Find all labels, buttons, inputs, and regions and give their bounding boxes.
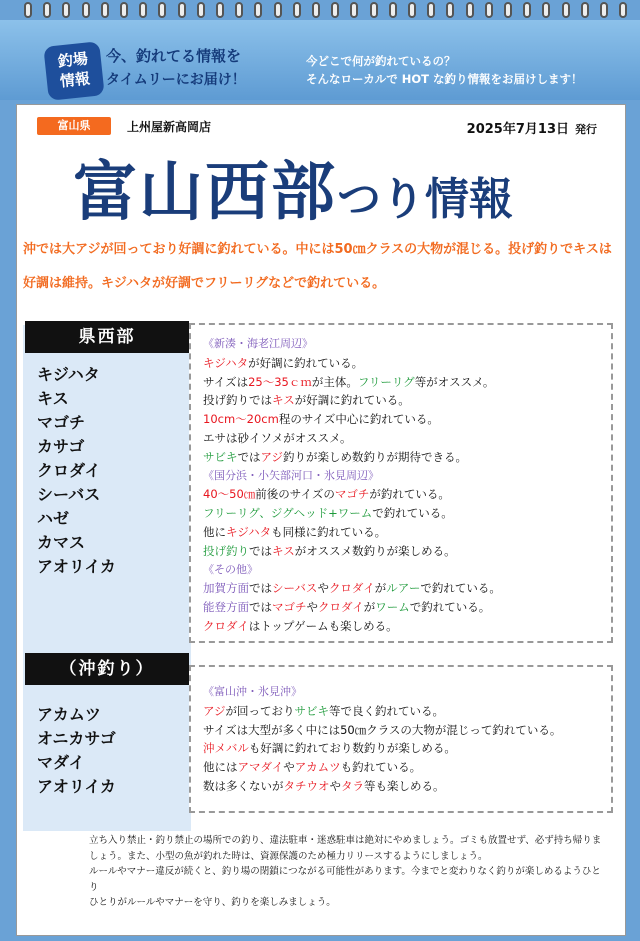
binding-ring [293, 2, 301, 18]
binding-ring [389, 2, 397, 18]
binding-ring [523, 2, 531, 18]
report-text: マゴチ [334, 487, 370, 502]
badge-line: 情報 [59, 69, 91, 91]
report-text: 等も楽しめる。 [364, 778, 445, 793]
report-text: 前後のサイズの [255, 487, 335, 502]
binding-ring [619, 2, 627, 18]
spiral-binding [0, 0, 640, 22]
binding-ring [485, 2, 493, 18]
report-text: 数は多くないが [203, 778, 284, 793]
badge-line: 釣場 [56, 49, 89, 71]
title-sub: つり情報 [337, 174, 513, 225]
binding-ring [542, 2, 550, 18]
report-text: 等で良く釣れている。 [329, 703, 445, 718]
report-text: が [363, 600, 376, 615]
binding-ring [62, 2, 70, 18]
binding-ring [370, 2, 378, 18]
area-heading [203, 335, 611, 354]
report-text: 《富山沖・氷見沖》 [203, 685, 302, 698]
report-text: や [317, 581, 329, 596]
binding-ring [274, 2, 282, 18]
fish-item: クロダイ [37, 461, 101, 480]
report-text: 能登方面 [203, 600, 249, 615]
fish-item: シーバス [37, 485, 101, 504]
report-line [203, 721, 611, 740]
report-line [203, 373, 611, 392]
report-text: マゴチ [272, 600, 307, 615]
report-text: ワーム [375, 600, 410, 615]
report-line [203, 504, 611, 523]
issue-date [467, 118, 597, 137]
report-text: も同様に釣れている。 [271, 524, 387, 539]
binding-ring [197, 2, 205, 18]
report-text: キジハタ [226, 524, 272, 539]
report-line [203, 758, 611, 777]
catchphrase-line-2: タイムリーにお届け！ [106, 72, 246, 88]
report-text: フリーリグ、ジグヘッド+ワーム [203, 506, 373, 521]
report-text: で釣れている。 [420, 581, 501, 596]
binding-ring [427, 2, 435, 18]
west-section-header: 県西部 [25, 321, 189, 353]
report-text: が釣れている。 [369, 487, 450, 502]
report-line [203, 579, 611, 598]
report-text: も好調に釣れており数釣りが楽しめる。 [248, 741, 456, 756]
report-text: では [249, 600, 272, 615]
report-text: 10cm～20cm [203, 412, 279, 427]
report-text: タチウオ [283, 778, 330, 793]
binding-ring [408, 2, 416, 18]
report-text: サイズは大型が多く中には50㎝クラスの大物が混じって釣れている。 [203, 722, 562, 737]
report-text: が主体。 [311, 374, 358, 389]
binding-ring [600, 2, 608, 18]
report-text: サビキ [203, 449, 238, 464]
report-line [203, 702, 611, 721]
intro-text [306, 52, 626, 88]
notice-line: ルールやマナー違反が続くと、釣り場の閉鎖につながる可能性があります。今までと変わりなく釣りが楽しめるようひとり [89, 866, 601, 893]
report-text: キス [272, 543, 295, 558]
report-text: フリーリグ [357, 374, 415, 389]
report-text: では [237, 449, 261, 464]
report-line [203, 739, 611, 758]
report-text: タラ [341, 778, 364, 793]
binding-ring [216, 2, 224, 18]
binding-ring [581, 2, 589, 18]
intro-line-1: 今どこで何が釣れているの？ [306, 54, 456, 68]
report-line [203, 617, 611, 636]
report-text: 投げ釣りでは [203, 393, 272, 408]
fish-item: マダイ [37, 753, 85, 772]
report-text: 《国分浜・小矢部河口・氷見周辺》 [203, 468, 379, 482]
area-heading [203, 683, 611, 702]
report-text: 他には [203, 760, 238, 775]
report-line [203, 429, 611, 448]
west-fish-list [37, 363, 116, 579]
report-line [203, 410, 611, 429]
report-text: アマダイ [237, 760, 284, 775]
report-text: アジ [260, 449, 284, 464]
binding-ring [254, 2, 262, 18]
report-text: はトップゲームも楽しめる。 [248, 618, 398, 633]
binding-ring [178, 2, 186, 18]
binding-ring [312, 2, 320, 18]
offshore-section-header: （沖釣り） [25, 653, 189, 685]
report-text: サビキ [294, 703, 330, 718]
report-text: 25～35ｃｍ [248, 374, 312, 389]
binding-ring [446, 2, 454, 18]
fishing-info-badge [43, 41, 104, 101]
rules-notice [89, 833, 609, 911]
fish-item: キジハタ [37, 365, 100, 384]
binding-ring [504, 2, 512, 18]
report-text: や [329, 778, 341, 793]
report-text: や [283, 760, 295, 775]
fish-item: アオリイカ [37, 777, 116, 796]
report-line [203, 542, 611, 561]
offshore-fish-list [37, 703, 116, 799]
binding-ring [101, 2, 109, 18]
binding-ring [82, 2, 90, 18]
report-line [203, 391, 611, 410]
title-main: 富山西部 [73, 156, 337, 230]
report-line [203, 598, 611, 617]
notice-line: 立ち入り禁止・釣り禁止の場所での釣り、違法駐車・迷惑駐車は絶対にやめましょう。ゴミも放置せず、必ず持ち帰りま [89, 835, 602, 846]
binding-ring [24, 2, 32, 18]
published-label: 発行 [575, 123, 597, 136]
report-text: で釣れている。 [409, 600, 491, 615]
report-text: クロダイ [328, 581, 375, 596]
report-text: で釣れている。 [372, 506, 453, 521]
report-line [203, 777, 611, 796]
report-text: 等がオススメ。 [414, 374, 495, 389]
fish-item: アオリイカ [37, 557, 116, 576]
binding-ring [43, 2, 51, 18]
shop-name: 上州屋新高岡店 [127, 120, 212, 134]
intro-line-2: そんなローカルで HOT な釣り情報をお届けします！ [306, 72, 583, 86]
catchphrase-line-1: 今、釣れてる情報を [106, 47, 242, 65]
fish-item: カマス [37, 533, 86, 552]
date-text: 2025年7月13日 [466, 122, 569, 137]
binding-ring [562, 2, 570, 18]
report-text: や [306, 600, 318, 615]
report-text: アジ [203, 703, 226, 718]
report-text: アカムツ [294, 760, 341, 775]
report-text: クロダイ [203, 618, 249, 633]
report-text: クロダイ [318, 600, 364, 615]
area-heading [203, 467, 611, 486]
report-line [203, 523, 611, 542]
report-text: 投げ釣り [203, 543, 249, 558]
report-text: サイズは [203, 374, 249, 389]
area-heading [203, 561, 611, 580]
report-text: では [249, 581, 272, 596]
binding-ring [331, 2, 339, 18]
fish-item: オニカサゴ [37, 729, 116, 748]
report-sheet [16, 104, 626, 936]
page-title [73, 141, 513, 230]
west-report-box [189, 323, 613, 643]
binding-ring [120, 2, 128, 18]
prefecture-tag: 富山県 [37, 117, 111, 135]
fish-item: カサゴ [37, 437, 85, 456]
summary-text: 沖では大アジが回っており好調に釣れている。中には50㎝クラスの大物が混じる。投げ釣りでキスは好調は維持。キジハタが好調でフリーリグなどで釣れている。 [23, 242, 612, 291]
binding-ring [350, 2, 358, 18]
report-text: も釣れている。 [340, 760, 422, 775]
notice-line: しょう。また、小型の魚が釣れた時は、資源保護のため極力リリースするようにしましょう。 [89, 850, 488, 862]
fish-item: ハゼ [37, 509, 70, 528]
report-text: キス [272, 393, 295, 408]
report-text: 《新湊・海老江周辺》 [203, 337, 313, 350]
report-text: 程のサイズ中心に釣れている。 [278, 412, 439, 427]
fish-item: マゴチ [37, 413, 86, 432]
report-text: 40～50㎝ [203, 487, 256, 502]
binding-ring [158, 2, 166, 18]
catchphrase [106, 44, 296, 92]
report-text: が好調に釣れている。 [294, 393, 410, 408]
binding-ring [466, 2, 474, 18]
report-text: では [249, 543, 272, 558]
report-text: エサは砂イソメがオススメ。 [203, 430, 352, 445]
report-text: 他に [203, 524, 226, 539]
report-text: が好調に釣れている。 [248, 355, 364, 370]
report-text: 加賀方面 [203, 581, 249, 596]
report-line [203, 448, 611, 467]
report-text: 《その他》 [203, 562, 258, 576]
report-line [203, 354, 611, 373]
fish-item: キス [37, 389, 69, 408]
report-text: がオススメ数釣りが楽しめる。 [294, 543, 456, 558]
report-text: キジハタ [203, 355, 249, 370]
notice-line: ひとりがルールやマナーを守り、釣りを楽しみましょう。 [89, 897, 336, 908]
report-text: が [374, 581, 387, 596]
binding-ring [235, 2, 243, 18]
report-text: が回っており [225, 703, 295, 718]
report-text: 沖メバル [203, 741, 249, 756]
binding-ring [139, 2, 147, 18]
report-text: ルアー [386, 581, 421, 596]
report-line [203, 485, 611, 504]
report-text: 釣りが楽しめ数釣りが期待できる。 [283, 449, 468, 464]
report-text: シーバス [272, 581, 318, 596]
offshore-report-box [189, 665, 613, 813]
fish-item: アカムツ [37, 705, 101, 724]
